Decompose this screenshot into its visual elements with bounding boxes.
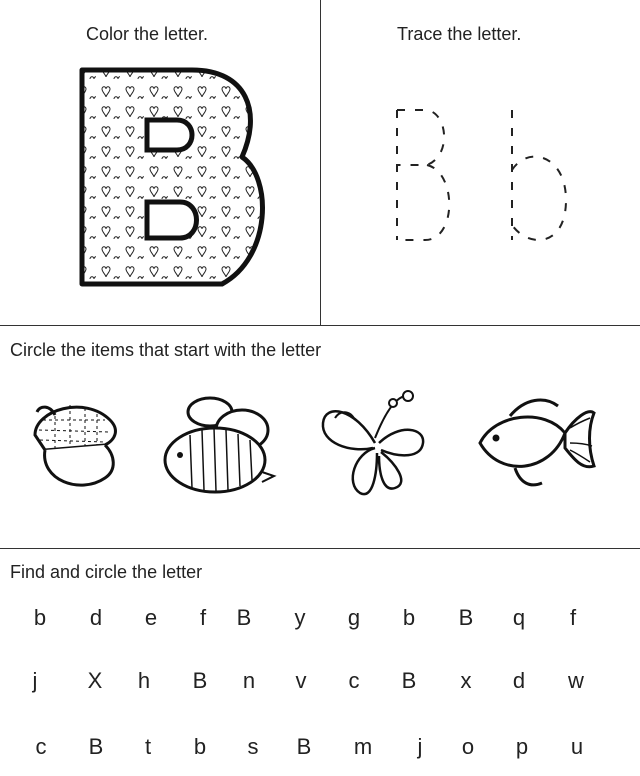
letter-cell[interactable]: w [568,668,584,693]
letter-cell[interactable]: f [199,605,207,630]
letter-cell[interactable]: h [137,668,151,693]
letter-cell[interactable]: s [247,734,259,759]
letter-cell[interactable]: x [460,668,472,693]
letter-cell[interactable]: c [35,734,47,759]
vertical-divider [320,0,321,325]
letter-cell[interactable]: m [353,734,373,759]
letter-cell[interactable]: c [348,668,360,693]
letter-cell[interactable]: B [401,668,417,693]
letter-cell[interactable]: e [144,605,158,630]
letter-cell[interactable]: d [512,668,526,693]
letter-cell[interactable]: B [458,605,474,630]
letter-cell[interactable]: q [512,605,526,630]
letter-cell[interactable]: o [461,734,475,759]
letter-cell[interactable]: n [242,668,256,693]
items-heading: Circle the items that start with the letter [10,340,322,360]
letter-cell[interactable]: B [236,605,252,630]
letter-cell[interactable]: v [295,668,307,693]
hearts-letter-b [72,62,272,292]
butterfly-icon[interactable] [315,388,435,503]
letter-cell[interactable]: d [89,605,103,630]
trace-uppercase-b [385,100,465,250]
letter-cell[interactable]: b [193,734,207,759]
letter-cell[interactable]: j [32,668,38,693]
acorn-icon[interactable] [25,390,135,500]
letter-cell[interactable]: g [347,605,361,630]
letter-cell[interactable]: p [515,734,529,759]
bee-icon[interactable] [160,390,280,500]
letter-cell[interactable]: f [569,605,577,630]
divider-middle [0,548,640,549]
trace-lowercase-b [498,100,578,250]
letter-cell[interactable]: t [144,734,152,759]
letter-cell[interactable]: B [88,734,104,759]
letter-cell[interactable]: y [294,605,306,630]
letter-cell[interactable]: b [402,605,416,630]
letter-cell[interactable]: B [296,734,312,759]
letter-cell[interactable]: X [87,668,103,693]
letter-cell[interactable]: B [192,668,208,693]
find-heading: Find and circle the letter [10,562,203,582]
fish-icon[interactable] [470,388,600,498]
color-heading: Color the letter. [86,24,209,44]
letter-cell[interactable]: j [417,734,423,759]
letter-cell[interactable]: b [33,605,47,630]
divider-top [0,325,640,326]
letter-cell[interactable]: u [570,734,584,759]
trace-heading: Trace the letter. [397,24,522,44]
